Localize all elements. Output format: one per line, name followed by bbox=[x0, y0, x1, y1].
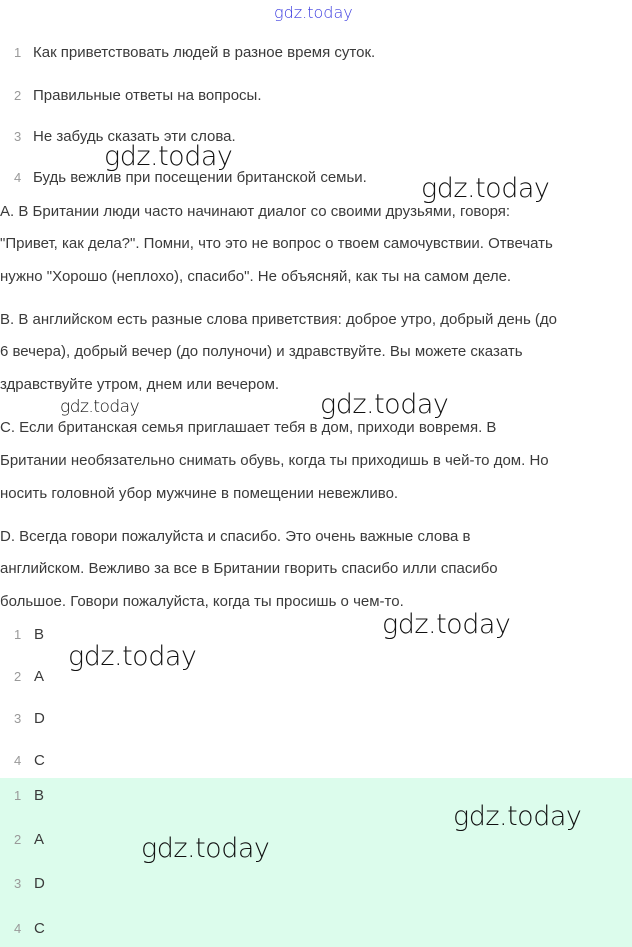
title-text: Правильные ответы на вопросы. bbox=[33, 87, 262, 104]
watermark: gdz.today bbox=[453, 801, 582, 832]
item-number: 2 bbox=[14, 88, 22, 103]
answer-number: 3 bbox=[14, 876, 22, 891]
answer-letter: A bbox=[34, 668, 45, 685]
watermark: gdz.today bbox=[68, 641, 197, 672]
paragraph-line: C. Если британская семья приглашает тебя в дом, приходи вовремя. В bbox=[0, 419, 497, 436]
answer-number: 1 bbox=[14, 788, 22, 803]
answer-number: 4 bbox=[14, 921, 22, 936]
item-number: 4 bbox=[14, 170, 22, 185]
paragraph-line: D. Всегда говори пожалуйста и спасибо. Это очень важные слова в bbox=[0, 528, 471, 545]
paragraph-line: нужно "Хорошо (неплохо), спасибо". Не объясняй, как ты на самом деле. bbox=[0, 268, 512, 285]
answer-number: 1 bbox=[14, 627, 22, 642]
answer-number: 2 bbox=[14, 669, 22, 684]
paragraph-line: "Привет, как дела?". Помни, что это не вопрос о твоем самочувствии. Отвечать bbox=[0, 235, 553, 252]
watermark: gdz.today bbox=[320, 389, 449, 420]
watermark: gdz.today bbox=[60, 397, 140, 417]
answer-letter: D bbox=[34, 710, 45, 727]
item-number: 3 bbox=[14, 129, 22, 144]
watermark: gdz.today bbox=[141, 833, 270, 864]
title-text: Как приветствовать людей в разное время суток. bbox=[33, 44, 376, 61]
paragraph-line: английском. Вежливо за все в Британии гворить спасибо илли спасибо bbox=[0, 560, 498, 577]
paragraph-line: A. В Британии люди часто начинают диалог со своими друзьями, говоря: bbox=[0, 203, 511, 220]
answer-letter: B bbox=[34, 626, 45, 643]
watermark: gdz.today bbox=[104, 141, 233, 172]
answer-number: 2 bbox=[14, 832, 22, 847]
answer-letter: C bbox=[34, 752, 45, 769]
answer-letter: B bbox=[34, 787, 45, 804]
paragraph-line: 6 вечера), добрый вечер (до полуночи) и здравствуйте. Вы можете сказать bbox=[0, 343, 523, 360]
answer-letter: A bbox=[34, 831, 45, 848]
item-number: 1 bbox=[14, 45, 22, 60]
paragraph-line: большое. Говори пожалуйста, когда ты просишь о чем-то. bbox=[0, 593, 404, 610]
answer-letter: C bbox=[34, 920, 45, 937]
title-text: Будь вежлив при посещении британской семьи. bbox=[33, 169, 367, 186]
paragraph-line: Британии необязательно снимать обувь, когда ты приходишь в чей-то дом. Но bbox=[0, 452, 549, 469]
watermark: gdz.today bbox=[421, 173, 550, 204]
paragraph-line: B. В английском есть разные слова приветствия: доброе утро, добрый день (до bbox=[0, 311, 558, 328]
answer-letter: D bbox=[34, 875, 45, 892]
paragraph-line: носить головной убор мужчине в помещении невежливо. bbox=[0, 485, 399, 502]
answer-number: 3 bbox=[14, 711, 22, 726]
answer-number: 4 bbox=[14, 753, 22, 768]
header-watermark: gdz.today bbox=[274, 3, 353, 22]
watermark: gdz.today bbox=[382, 609, 511, 640]
paragraph-line: здравствуйте утром, днем или вечером. bbox=[0, 376, 280, 393]
title-text: Не забудь сказать эти слова. bbox=[33, 128, 236, 145]
